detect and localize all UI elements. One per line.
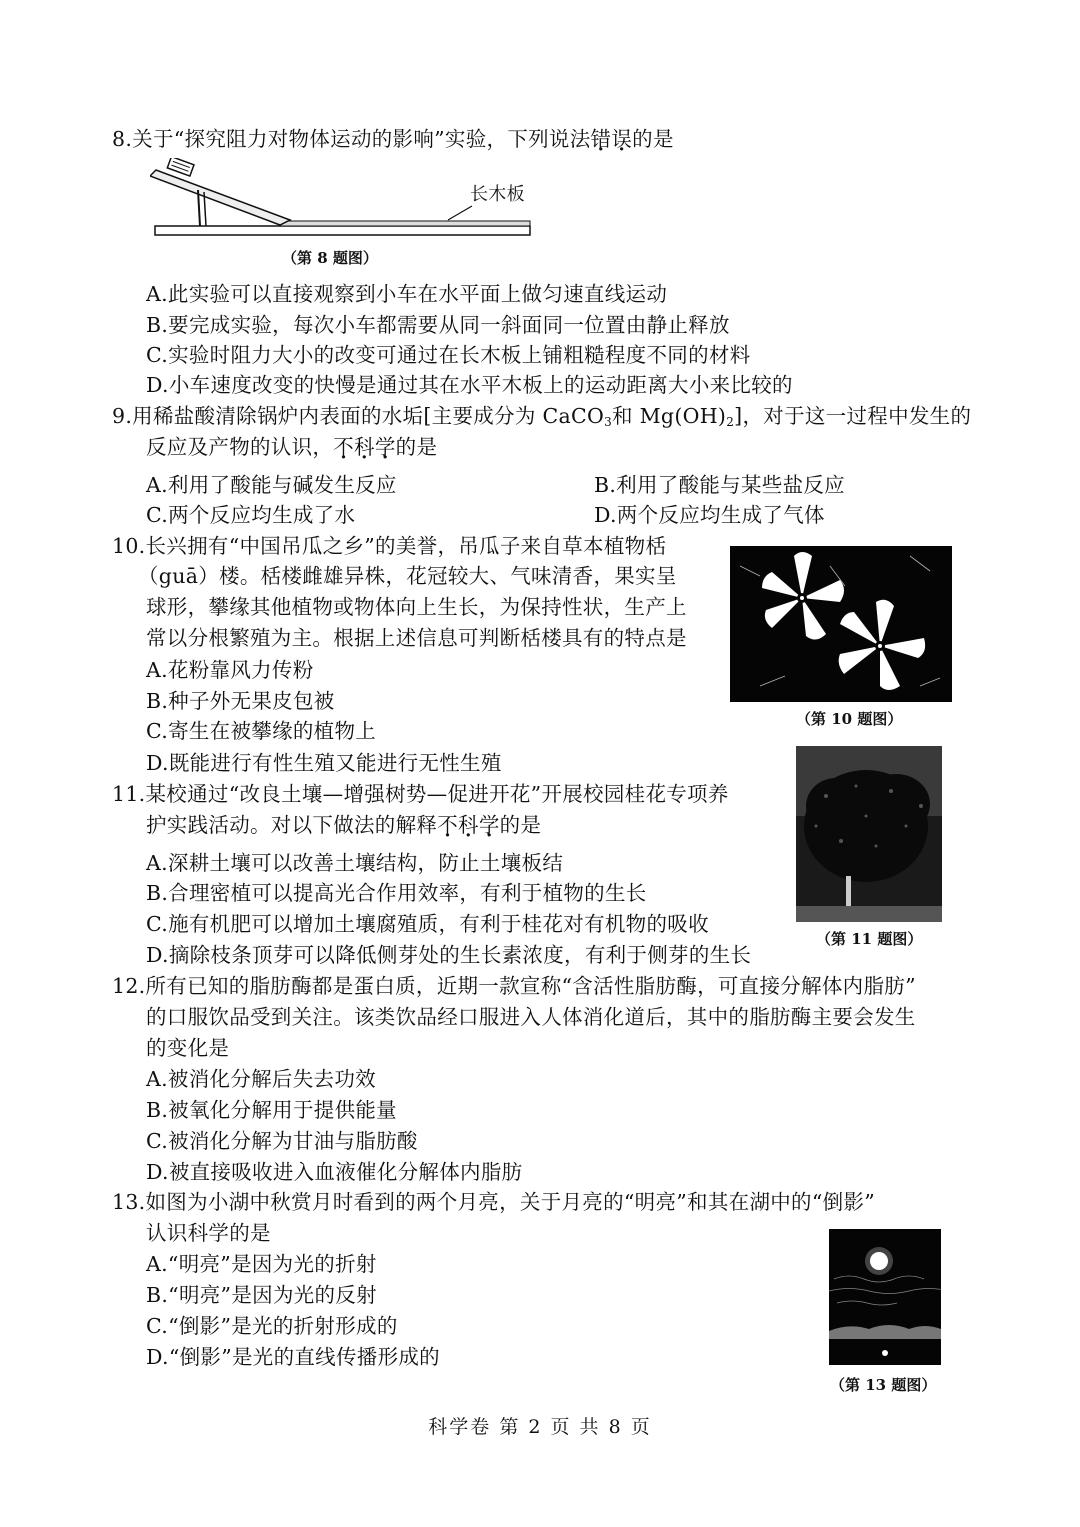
- q12-stem-line2: 的口服饮品受到关注。该类饮品经口服进入人体消化道后，其中的脂肪酶主要会发生: [146, 1005, 916, 1029]
- q9-option-c: C.两个反应均生成了水: [146, 503, 356, 527]
- q12-option-a: A.被消化分解后失去功效: [146, 1067, 376, 1091]
- q9-stem-line1: 9.用稀盐酸清除锅炉内表面的水垢[主要成分为 CaCO$_3$和 $Mg(OH)_2$]，对于这一过程中发生的: [112, 404, 972, 429]
- q8-option-a: A.此实验可以直接观察到小车在水平面上做匀速直线运动: [146, 282, 668, 306]
- q11-osmanthus-tree-photo: [796, 746, 942, 922]
- q13-stem-line1: 13.如图为小湖中秋赏月时看到的两个月亮，关于月亮的“明亮”和其在湖中的“倒影”: [112, 1190, 876, 1214]
- q10-flower-photo: [730, 546, 952, 702]
- q8-board-label: 长木板: [470, 184, 525, 205]
- q10-stem-line2: （guā）楼。栝楼雌雄异株，花冠较大、气味清香，果实呈: [138, 564, 677, 588]
- q11-option-b: B.合理密植可以提高光合作用效率，有利于植物的生长: [146, 881, 647, 905]
- q13-stem-line2: 认识科学的是: [146, 1221, 271, 1245]
- q10-stem-line1: 10.长兴拥有“中国吊瓜之乡”的美誉，吊瓜子来自草本植物栝: [112, 534, 667, 558]
- q8-option-c: C.实验时阻力大小的改变可通过在长木板上铺粗糙程度不同的材料: [146, 343, 751, 367]
- q11-caption: （第 11 题图）: [816, 930, 923, 948]
- q10-option-d: D.既能进行有性生殖又能进行无性生殖: [146, 751, 502, 775]
- q8-stem: 8.关于“探究阻力对物体运动的影响”实验，下列说法错误的是: [112, 127, 674, 151]
- q12-option-c: C.被消化分解为甘油与脂肪酸: [146, 1129, 418, 1153]
- q10-option-a: A.花粉靠风力传粉: [146, 658, 314, 682]
- q12-stem-line3: 的变化是: [146, 1036, 230, 1060]
- q13-option-b: B.“明亮”是因为光的反射: [146, 1283, 377, 1307]
- q10-option-c: C.寄生在被攀缘的植物上: [146, 719, 377, 743]
- q9-option-d: D.两个反应均生成了气体: [594, 503, 825, 527]
- q13-option-a: A.“明亮”是因为光的折射: [146, 1252, 377, 1276]
- q13-moon-lake-photo: [829, 1229, 941, 1365]
- q9-stem-line2: 反应及产物的认识，不科学的是: [146, 435, 438, 459]
- q12-option-d: D.被直接吸收进入血液催化分解体内脂肪: [146, 1160, 523, 1184]
- q13-option-c: C.“倒影”是光的折射形成的: [146, 1314, 398, 1338]
- q11-option-c: C.施有机肥可以增加土壤腐殖质，有利于桂花对有机物的吸收: [146, 912, 709, 936]
- q10-stem-line4: 常以分根繁殖为主。根据上述信息可判断栝楼具有的特点是: [146, 626, 687, 650]
- q11-stem-line2: 护实践活动。对以下做法的解释不科学的是: [146, 813, 542, 837]
- q9-option-a: A.利用了酸能与碱发生反应: [146, 473, 397, 497]
- page-footer: 科学卷 第 2 页 共 8 页: [428, 1416, 652, 1438]
- q11-stem-line1: 11.某校通过“改良土壤—增强树势—促进开花”开展校园桂花专项养: [112, 782, 729, 806]
- q10-option-b: B.种子外无果皮包被: [146, 689, 335, 713]
- q9-option-b: B.利用了酸能与某些盐反应: [594, 473, 845, 497]
- q8-option-d: D.小车速度改变的快慢是通过其在水平木板上的运动距离大小来比较的: [146, 373, 793, 397]
- q13-option-d: D.“倒影”是光的直线传播形成的: [146, 1345, 440, 1369]
- q12-option-b: B.被氧化分解用于提供能量: [146, 1098, 397, 1122]
- q12-stem-line1: 12.所有已知的脂肪酶都是蛋白质，近期一款宣称“含活性脂肪酶，可直接分解体内脂肪”: [112, 974, 916, 998]
- q8-caption: （第 8 题图）: [282, 249, 378, 267]
- q8-option-b: B.要完成实验，每次小车都需要从同一斜面同一位置由静止释放: [146, 313, 730, 337]
- q11-option-a: A.深耕土壤可以改善土壤结构，防止土壤板结: [146, 851, 564, 875]
- q11-option-d: D.摘除枝条顶芽可以降低侧芽处的生长素浓度，有利于侧芽的生长: [146, 943, 752, 967]
- q10-stem-line3: 球形，攀缘其他植物或物体向上生长，为保持性状，生产上: [146, 595, 687, 619]
- q13-caption: （第 13 题图）: [830, 1376, 937, 1394]
- q10-caption: （第 10 题图）: [796, 710, 903, 728]
